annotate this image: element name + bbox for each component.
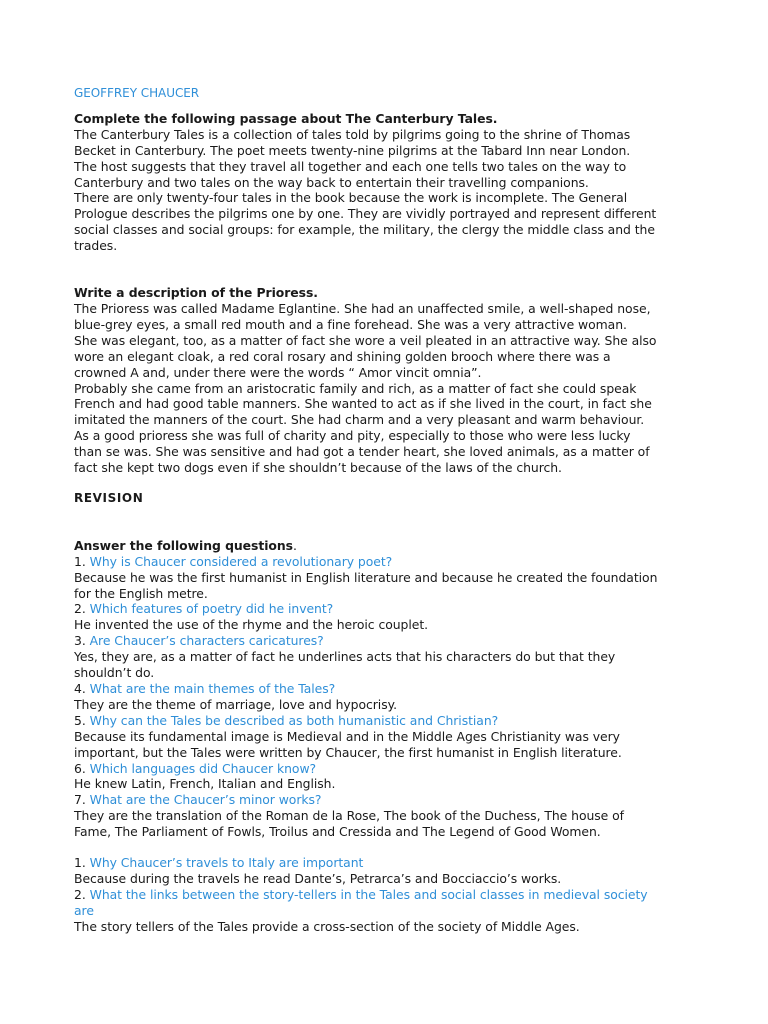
- text-line: imitated the manners of the court. She had charm and a very pleasant and warm behaviour.: [74, 412, 645, 428]
- instruction-line: [74, 538, 704, 554]
- question-number: 3.: [74, 633, 90, 649]
- text-line: There are only twenty-four tales in the book because the work is incomplete. The General: [74, 190, 628, 206]
- answer-line: The story tellers of the Tales provide a cross-section of the society of Middle Ages.: [74, 918, 580, 934]
- question-line: [74, 761, 704, 777]
- answer-line: Yes, they are, as a matter of fact he underlines acts that his characters do but that they: [74, 649, 616, 665]
- question-text: Why is Chaucer considered a revolutionary poet?: [89, 553, 393, 569]
- answer-line: shouldn’t do.: [74, 665, 155, 681]
- text-line: social classes and social groups: for example, the military, the clergy the middle class and the: [74, 222, 655, 238]
- question-line: [74, 554, 704, 570]
- answer-line: Fame, The Parliament of Fowls, Troilus and Cressida and The Legend of Good Women.: [74, 824, 601, 840]
- instruction-bold: Answer the following questions: [74, 537, 293, 553]
- text-line: wore an elegant cloak, a red coral rosary and shining golden brooch where there was a: [74, 348, 611, 364]
- question-line: [74, 681, 704, 697]
- question-text: What are the Chaucer’s minor works?: [89, 792, 322, 808]
- answer-line: Because its fundamental image is Medieval and in the Middle Ages Christianity was very: [74, 728, 620, 744]
- section-heading: Write a description of the Prioress.: [74, 285, 318, 301]
- answer-line: for the English metre.: [74, 585, 208, 601]
- question-text: What the links between the story-tellers in the Tales and social classes in medieval society: [89, 886, 648, 902]
- question-number: 4.: [74, 681, 90, 696]
- answer-line: They are the translation of the Roman de la Rose, The book of the Duchess, The house of: [74, 808, 624, 824]
- text-line: trades.: [74, 238, 118, 254]
- spacer: [74, 102, 704, 111]
- question-text-continued: are: [74, 902, 94, 918]
- section-prioress: [74, 285, 704, 476]
- question-number: 1.: [74, 855, 90, 871]
- text-line: The host suggests that they travel all together and each one tells two tales on the way to: [74, 158, 627, 174]
- text-line: Prologue describes the pilgrims one by one. They are vividly portrayed and represent different: [74, 206, 657, 222]
- text-line: crowned A and, under there were the words “ Amor vincit omnia”.: [74, 364, 482, 380]
- question-text: Why can the Tales be described as both humanistic and Christian?: [89, 712, 499, 728]
- text-line: blue-grey eyes, a small red mouth and a fine forehead. She was a very attractive woman.: [74, 316, 627, 332]
- answer-line: Because during the travels he read Dante’s, Petrarca’s and Bocciaccio’s works.: [74, 870, 562, 886]
- question-text: Which features of poetry did he invent?: [89, 601, 334, 617]
- revision-heading: REVISION: [74, 490, 144, 505]
- question-number: 2.: [74, 886, 90, 902]
- question-line: [74, 713, 704, 729]
- answer-line: He knew Latin, French, Italian and English.: [74, 776, 336, 792]
- question-line: [74, 855, 704, 871]
- question-text: Which languages did Chaucer know?: [89, 760, 317, 776]
- question-number: 1.: [74, 553, 90, 569]
- text-line: fact she kept two dogs even if she shouldn’t because of the laws of the church.: [74, 460, 562, 476]
- question-line: [74, 633, 704, 649]
- answer-line: He invented the use of the rhyme and the heroic couplet.: [74, 617, 429, 633]
- answer-line: Because he was the first humanist in English literature and because he created the foundation: [74, 569, 658, 585]
- text-line: The Canterbury Tales is a collection of tales told by pilgrims going to the shrine of Thomas: [74, 126, 631, 142]
- extra-questions: [74, 855, 704, 935]
- question-number: 5.: [74, 712, 90, 728]
- document-page: [74, 86, 704, 935]
- spacer: [74, 476, 704, 491]
- spacer: [74, 840, 704, 855]
- question-line: [74, 792, 704, 808]
- question-line: [74, 601, 704, 617]
- spacer: [74, 507, 704, 538]
- question-text: What are the main themes of the Tales?: [89, 681, 336, 696]
- question-number: 6.: [74, 760, 90, 776]
- instruction-tail: .: [292, 537, 297, 553]
- text-line: She was elegant, too, as a matter of fact she wore a veil pleated in an attractive way. She also: [74, 332, 657, 348]
- text-line: As a good prioress she was full of charity and pity, especially to those who were less lucky: [74, 428, 631, 444]
- answer-line: important, but the Tales were written by Chaucer, the first humanist in English literature.: [74, 744, 622, 760]
- section-canterbury-tales: [74, 111, 704, 254]
- answer-line: They are the theme of marriage, love and hypocrisy.: [74, 696, 398, 712]
- question-number: 2.: [74, 601, 90, 617]
- question-number: 7.: [74, 792, 90, 808]
- text-line: than se was. She was sensitive and had got a tender heart, she loved animals, as a matter of: [74, 444, 650, 460]
- question-text: Why Chaucer’s travels to Italy are important: [89, 855, 364, 871]
- question-text: Are Chaucer’s characters caricatures?: [89, 633, 324, 649]
- text-line: Becket in Canterbury. The poet meets twenty-nine pilgrims at the Tabard Inn near London.: [74, 142, 631, 158]
- text-line: Probably she came from an aristocratic family and rich, as a matter of fact she could speak: [74, 380, 637, 396]
- text-line: French and had good table manners. She wanted to act as if she lived in the court, in fact she: [74, 396, 652, 412]
- text-line: Canterbury and two tales on the way back to entertain their travelling companions.: [74, 174, 589, 190]
- section-heading: Complete the following passage about The Canterbury Tales.: [74, 110, 498, 126]
- text-line: The Prioress was called Madame Eglantine. She had an unaffected smile, a well-shaped nose,: [74, 300, 651, 316]
- revision-questions: [74, 538, 704, 840]
- spacer: [74, 254, 704, 285]
- document-title: GEOFFREY CHAUCER: [74, 86, 200, 100]
- question-line: [74, 887, 704, 903]
